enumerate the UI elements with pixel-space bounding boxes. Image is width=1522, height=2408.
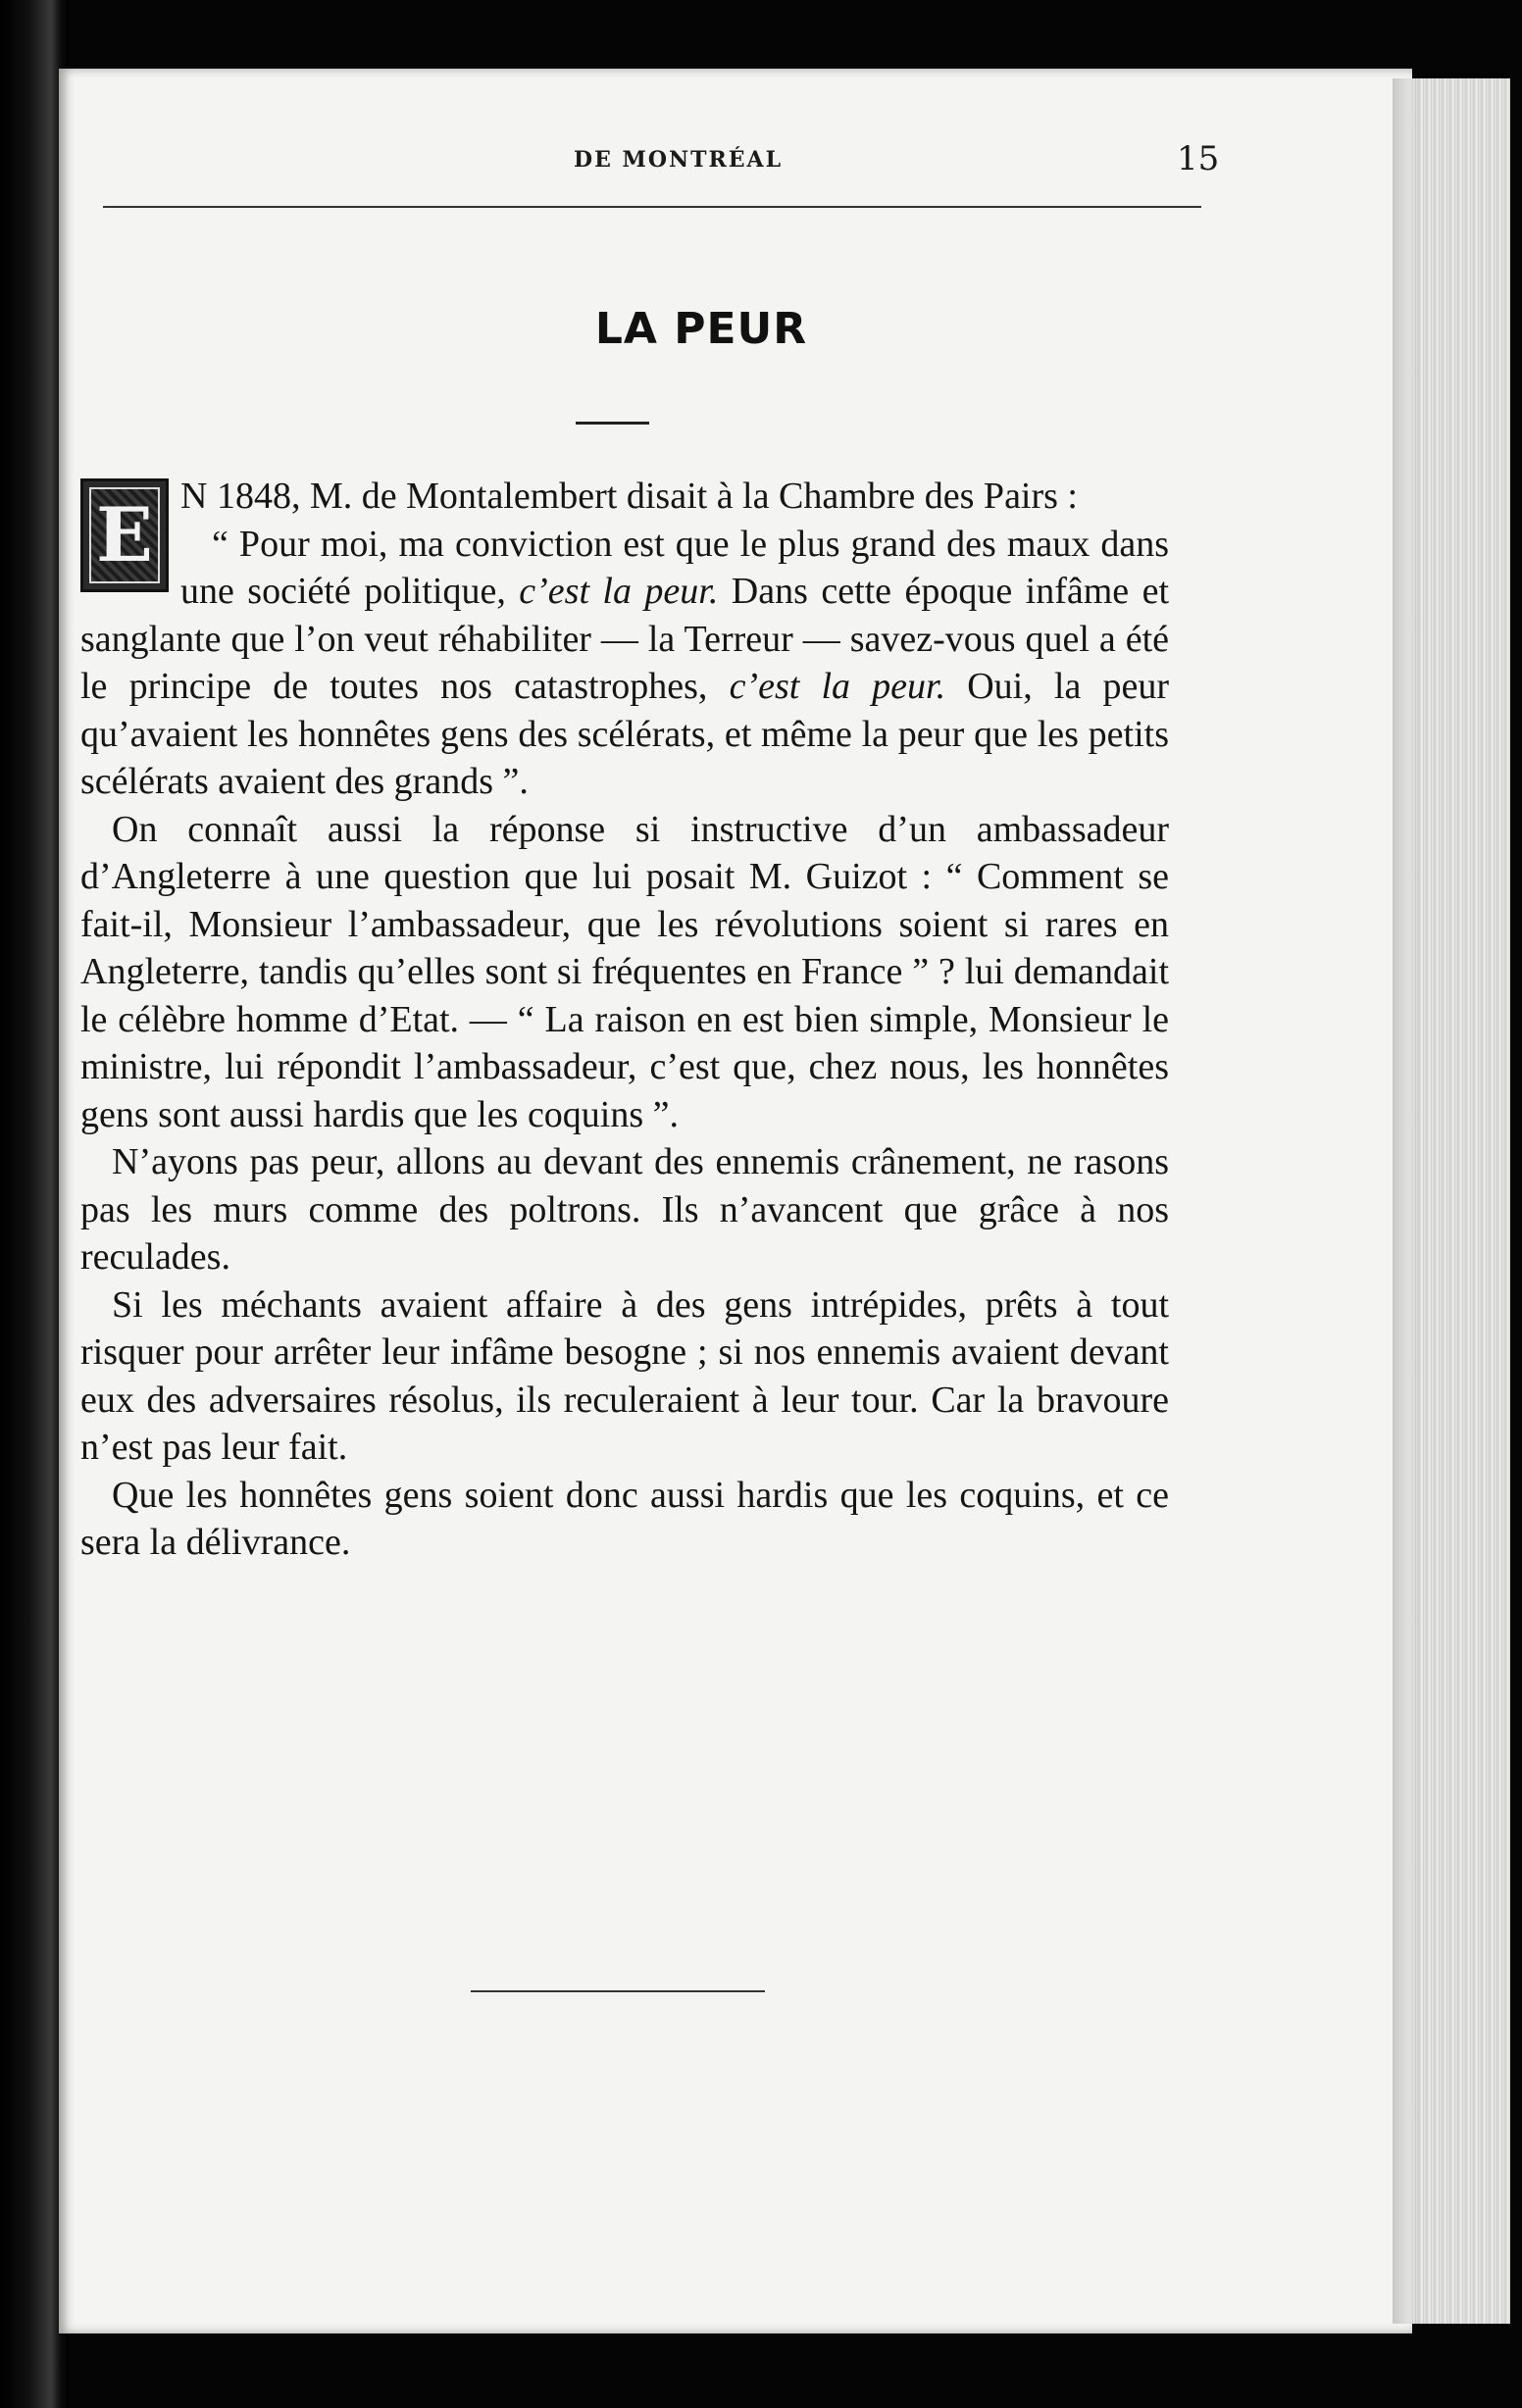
body-text xyxy=(80,473,1169,1567)
dropcap-ornament xyxy=(89,487,160,583)
header-rule xyxy=(103,206,1201,208)
paragraph-3: On connaît aussi la réponse si instructive d’un ambassadeur d’Angleterre à une question que lui posait M. Guizot : “ Comment se fait-il, Monsieur l’ambassadeur, que les révolutions soient si rares en Angleterre, tandis qu’elles sont si fréquentes en France ” ? lui demandait le célèbre homme d’Etat. — “ La raison en est bien simple, Monsieur le ministre, lui répondit l’ambassadeur, c’est que, chez nous, les honnêtes gens sont aussi hardis que les coquins ”. xyxy=(80,808,1169,1135)
end-rule xyxy=(471,1990,765,1992)
title-rule xyxy=(576,422,649,425)
fore-edge-shadow xyxy=(1393,78,1422,2324)
paragraph-4: N’ayons pas peur, allons au devant des ennemis crânement, ne rasons pas les murs comme des poltrons. Ils n’avancent que grâce à nos reculades. xyxy=(80,1141,1169,1278)
dropcap-letter: E xyxy=(96,491,153,578)
page-number: 15 xyxy=(1177,139,1220,178)
book-page xyxy=(59,69,1412,2333)
paragraph-6: Que les honnêtes gens soient donc aussi hardis que les coquins, et ce sera la délivrance. xyxy=(80,1474,1169,1563)
running-head: DE MONTRÉAL xyxy=(574,147,784,173)
paragraph-2-text-c: Oui, la peur qu’avaient les honnêtes gens des scélérats, et même la peur que les petits scélérats avaient des grands ”. xyxy=(80,666,1169,802)
emphasis-cest-la-peur-2: c’est la peur. xyxy=(729,666,946,707)
emphasis-cest-la-peur-1: c’est la peur. xyxy=(519,571,719,612)
paragraph-1-text: N 1848, M. de Montalembert disait à la Chambre des Pairs : xyxy=(180,476,1078,517)
paragraph-2-text-a: “ Pour moi, ma conviction est que le plus grand des maux dans une société politique, xyxy=(180,523,1169,612)
paragraph-2-text-b: Dans cette époque infâme et sanglante que l’on veut réhabiliter — la Terreur — savez-vous quel a été le principe de toutes nos catastrophes, xyxy=(80,571,1170,707)
paragraph-2 xyxy=(80,521,1169,806)
chapter-title: LA PEUR xyxy=(594,304,808,354)
ornamental-dropcap xyxy=(80,478,169,592)
paragraph-5: Si les méchants avaient affaire à des gens intrépides, prêts à tout risquer pour arrêter leur infâme besogne ; si nos ennemis avaient devant eux des adversaires résolus, ils reculeraient à leur tour. Car la bravoure n’est pas leur fait. xyxy=(80,1283,1169,1468)
